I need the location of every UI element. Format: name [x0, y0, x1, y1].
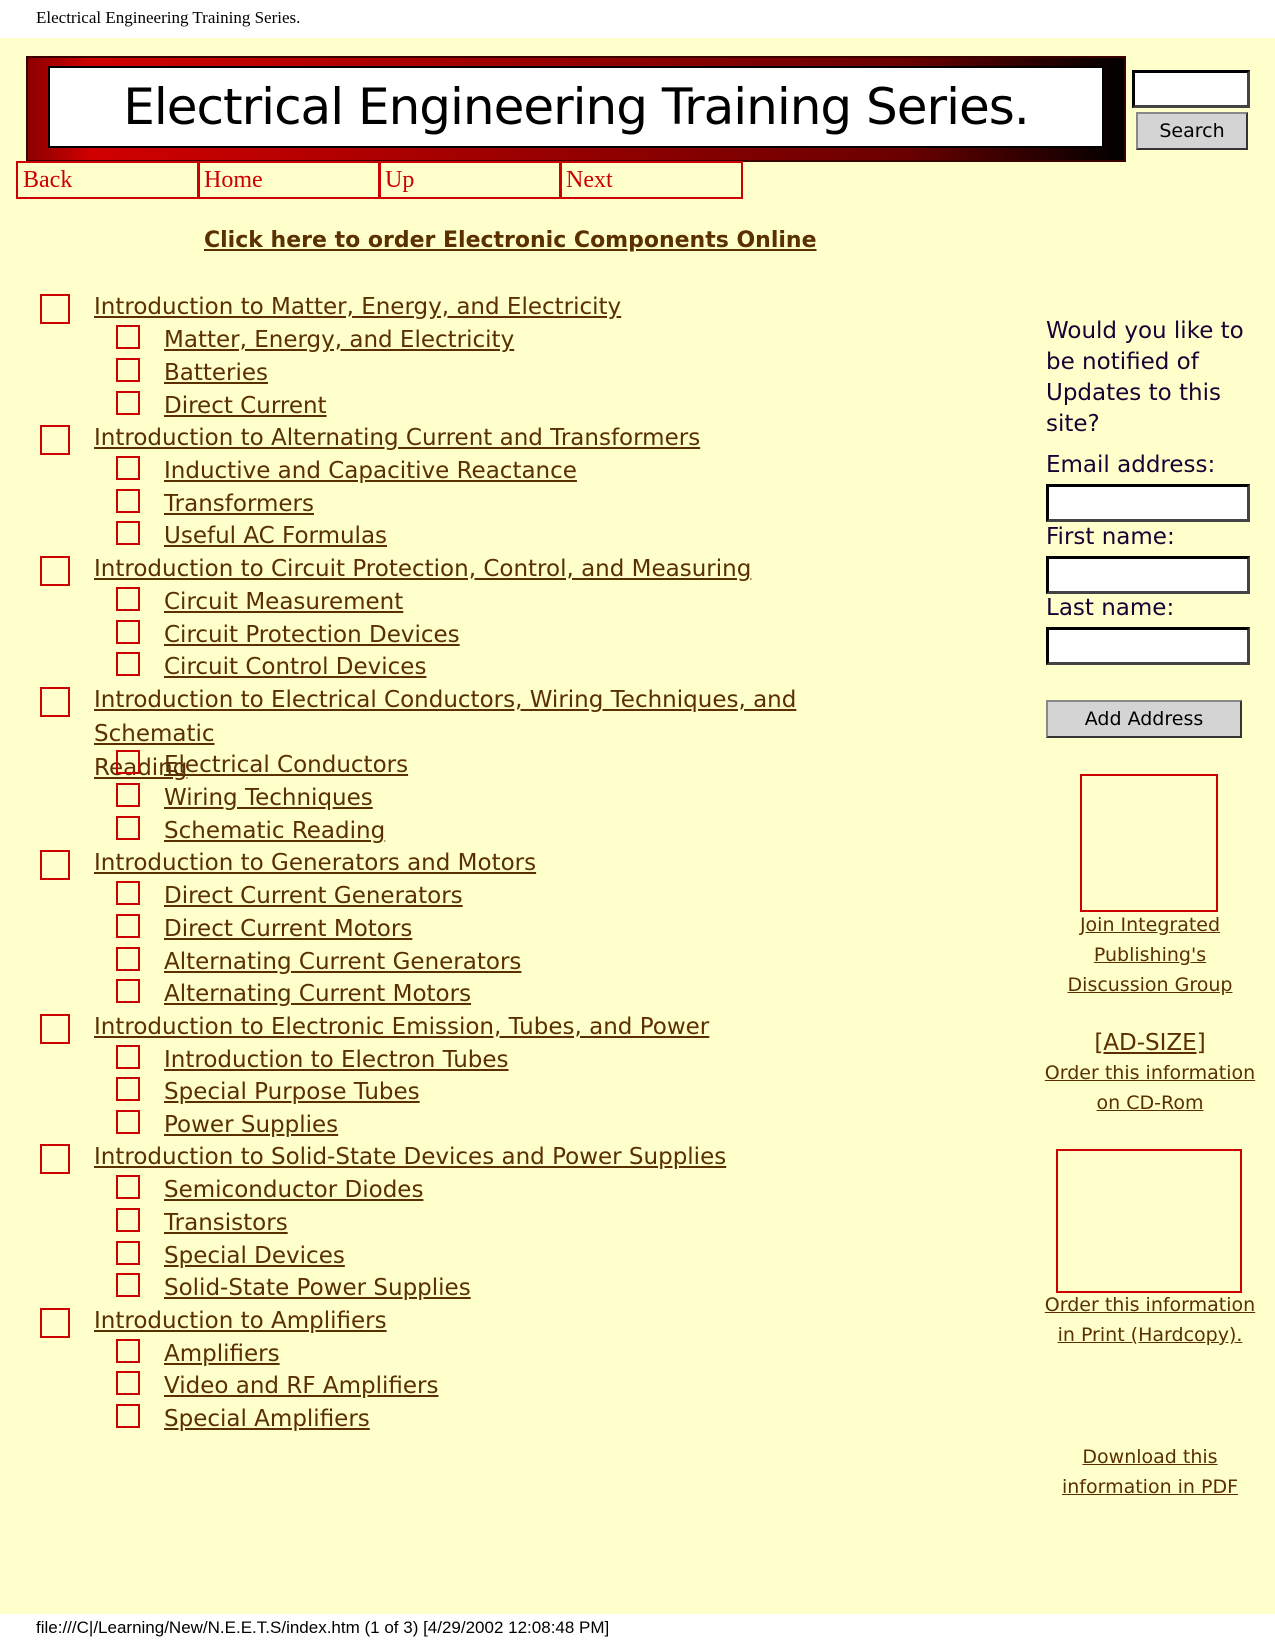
toc-chapter [40, 1010, 709, 1044]
toc-chapter-link[interactable]: Introduction to Solid-State Devices and Power Supplies [94, 1144, 727, 1170]
toc-item-link[interactable]: Direct Current Generators [164, 883, 463, 909]
last-name-label: Last name: [1046, 595, 1175, 621]
toc-item [116, 1173, 423, 1207]
item-image-placeholder [116, 652, 140, 676]
item-image-placeholder [116, 1110, 140, 1134]
pdf-link-line1: Download this [1082, 1446, 1218, 1468]
toc-chapter-link[interactable]: Introduction to Electronic Emission, Tubes, and Power [94, 1014, 710, 1040]
page-area [0, 38, 1275, 1614]
toc-chapter-link[interactable]: Introduction to Alternating Current and Transformers [94, 425, 701, 451]
toc-item [116, 650, 426, 684]
toc-item [116, 1369, 438, 1403]
item-image-placeholder [116, 1241, 140, 1265]
toc-item [116, 1108, 338, 1142]
banner-title: Electrical Engineering Training Series. [123, 78, 1029, 136]
print-header: Electrical Engineering Training Series. [36, 8, 301, 27]
toc-item-link[interactable]: Transistors [164, 1210, 288, 1236]
toc-item-link[interactable]: Special Devices [164, 1243, 345, 1269]
add-address-button[interactable]: Add Address [1046, 700, 1242, 738]
print-link-line2: in Print (Hardcopy). [1057, 1324, 1243, 1346]
item-image-placeholder [116, 1371, 140, 1395]
item-image-placeholder [116, 1208, 140, 1232]
nav-next-button[interactable]: Next [559, 161, 743, 199]
toc-item-link[interactable]: Wiring Techniques [164, 785, 373, 811]
item-image-placeholder [116, 587, 140, 611]
chapter-image-placeholder [40, 556, 70, 586]
toc-chapter [40, 421, 700, 455]
toc-item-link[interactable]: Useful AC Formulas [164, 523, 388, 549]
item-image-placeholder [116, 816, 140, 840]
toc-item-link[interactable]: Alternating Current Generators [164, 949, 522, 975]
item-image-placeholder [116, 979, 140, 1003]
search-button[interactable]: Search [1136, 112, 1248, 150]
toc-item-link[interactable]: Video and RF Amplifiers [164, 1373, 439, 1399]
toc-chapter-link[interactable]: Introduction to Amplifiers [94, 1308, 387, 1334]
toc-item [116, 519, 387, 553]
item-image-placeholder [116, 456, 140, 480]
toc-item [116, 585, 403, 619]
item-image-placeholder [116, 881, 140, 905]
item-image-placeholder [116, 947, 140, 971]
toc-item [116, 1206, 288, 1240]
toc-item-link[interactable]: Circuit Protection Devices [164, 622, 460, 648]
item-image-placeholder [116, 1339, 140, 1363]
toc-item [116, 1402, 370, 1436]
toc-chapter-link[interactable]: Introduction to Generators and Motors [94, 850, 537, 876]
toc-item-link[interactable]: Matter, Energy, and Electricity [164, 327, 515, 353]
toc-item [116, 356, 268, 390]
toc-item-link[interactable]: Amplifiers [164, 1341, 280, 1367]
item-image-placeholder [116, 358, 140, 382]
toc-chapter-link[interactable]: Introduction to Matter, Energy, and Electricity [94, 294, 622, 320]
toc-item-link[interactable]: Direct Current [164, 393, 327, 419]
toc-item [116, 879, 463, 913]
toc-item-link[interactable]: Batteries [164, 360, 269, 386]
toc-item-link[interactable]: Alternating Current Motors [164, 981, 472, 1007]
chapter-image-placeholder [40, 1144, 70, 1174]
first-name-label: First name: [1046, 524, 1175, 550]
toc-item-link[interactable]: Circuit Control Devices [164, 654, 427, 680]
toc-item [116, 1043, 509, 1077]
item-image-placeholder [116, 1273, 140, 1297]
order-components-link[interactable]: Click here to order Electronic Components Online [204, 228, 817, 253]
item-image-placeholder [116, 325, 140, 349]
order-cdrom-link[interactable] [1030, 1058, 1270, 1118]
toc-item-link[interactable]: Introduction to Electron Tubes [164, 1047, 509, 1073]
toc-item [116, 814, 385, 848]
toc-item-link[interactable]: Power Supplies [164, 1112, 339, 1138]
hardcopy-image-placeholder[interactable] [1056, 1149, 1242, 1293]
item-image-placeholder [116, 521, 140, 545]
chapter-image-placeholder [40, 294, 70, 324]
download-pdf-link[interactable] [1030, 1442, 1270, 1502]
chapter-image-placeholder [40, 425, 70, 455]
toc-chapter-link-line1: Introduction to Electrical Conductors, Wiring Techniques, and Schematic [94, 687, 797, 747]
email-field[interactable] [1046, 484, 1250, 522]
toc-item-link[interactable]: Semiconductor Diodes [164, 1177, 424, 1203]
toc-item-link[interactable]: Circuit Measurement [164, 589, 404, 615]
nav-up-button[interactable]: Up [378, 161, 562, 199]
discussion-link-line3: Discussion Group [1067, 974, 1233, 996]
cdrom-link-line1: Order this information [1044, 1062, 1256, 1084]
item-image-placeholder [116, 489, 140, 513]
toc-item-link[interactable]: Inductive and Capacitive Reactance [164, 458, 577, 484]
toc-item-link[interactable]: Special Purpose Tubes [164, 1079, 420, 1105]
toc-item-link[interactable]: Schematic Reading [164, 818, 386, 844]
toc-item [116, 454, 577, 488]
toc-item [116, 1271, 471, 1305]
toc-item-link[interactable]: Solid-State Power Supplies [164, 1275, 471, 1301]
toc-chapter [40, 1304, 387, 1338]
email-label: Email address: [1046, 452, 1216, 478]
nav-back-button[interactable]: Back [16, 161, 200, 199]
toc-item [116, 323, 514, 357]
toc-item [116, 618, 460, 652]
notify-prompt: Would you like to be notified of Updates to this site? [1046, 318, 1244, 437]
toc-item [116, 977, 471, 1011]
toc-item [116, 912, 412, 946]
toc-item [116, 945, 521, 979]
toc-item-link[interactable]: Electrical Conductors [164, 752, 409, 778]
item-image-placeholder [116, 1404, 140, 1428]
toc-item [116, 781, 373, 815]
chapter-image-placeholder [40, 1014, 70, 1044]
toc-chapter [40, 846, 536, 880]
discussion-group-link[interactable] [1030, 910, 1270, 1000]
toc-item [116, 1239, 345, 1273]
print-link-line1: Order this information [1044, 1294, 1256, 1316]
toc-chapter-link[interactable]: Introduction to Circuit Protection, Control, and Measuring [94, 556, 752, 582]
print-footer: file:///C|/Learning/New/N.E.E.T.S/index.htm (1 of 3) [4/29/2002 12:08:48 PM] [36, 1618, 610, 1637]
first-name-field[interactable] [1046, 556, 1250, 594]
item-image-placeholder [116, 391, 140, 415]
item-image-placeholder [116, 1045, 140, 1069]
nav-home-button[interactable]: Home [197, 161, 381, 199]
discussion-link-line2: Publishing's [1093, 944, 1207, 966]
toc-item-link[interactable]: Direct Current Motors [164, 916, 413, 942]
pdf-link-line2: information in PDF [1061, 1476, 1239, 1498]
last-name-field[interactable] [1046, 627, 1250, 665]
toc-item [116, 487, 314, 521]
toc-item [116, 1075, 420, 1109]
chapter-image-placeholder [40, 1308, 70, 1338]
chapter-image-placeholder [40, 687, 70, 717]
site-banner [26, 56, 1126, 162]
toc-item [116, 748, 408, 782]
toc-item-link[interactable]: Transformers [164, 491, 314, 517]
order-print-link[interactable] [1030, 1290, 1270, 1350]
search-input[interactable] [1132, 70, 1250, 108]
item-image-placeholder [116, 783, 140, 807]
toc-item-link[interactable]: Special Amplifiers [164, 1406, 370, 1432]
toc-chapter [40, 290, 621, 324]
toc-chapter-link-line2: Reading [94, 755, 188, 781]
banner-inner [48, 66, 1104, 148]
item-image-placeholder [116, 620, 140, 644]
toc-item [116, 1337, 280, 1371]
discussion-link-line1: Join Integrated [1079, 914, 1221, 936]
cdrom-link-line2: on CD-Rom [1096, 1092, 1204, 1114]
ad-size-link[interactable]: [AD-SIZE] [1094, 1030, 1206, 1056]
chapter-image-placeholder [40, 850, 70, 880]
item-image-placeholder [116, 1175, 140, 1199]
toc-chapter [40, 1140, 726, 1174]
item-image-placeholder [116, 750, 140, 774]
item-image-placeholder [116, 914, 140, 938]
item-image-placeholder [116, 1077, 140, 1101]
toc-chapter [40, 552, 751, 586]
toc-item [116, 389, 327, 423]
discussion-image-placeholder[interactable] [1080, 774, 1218, 912]
